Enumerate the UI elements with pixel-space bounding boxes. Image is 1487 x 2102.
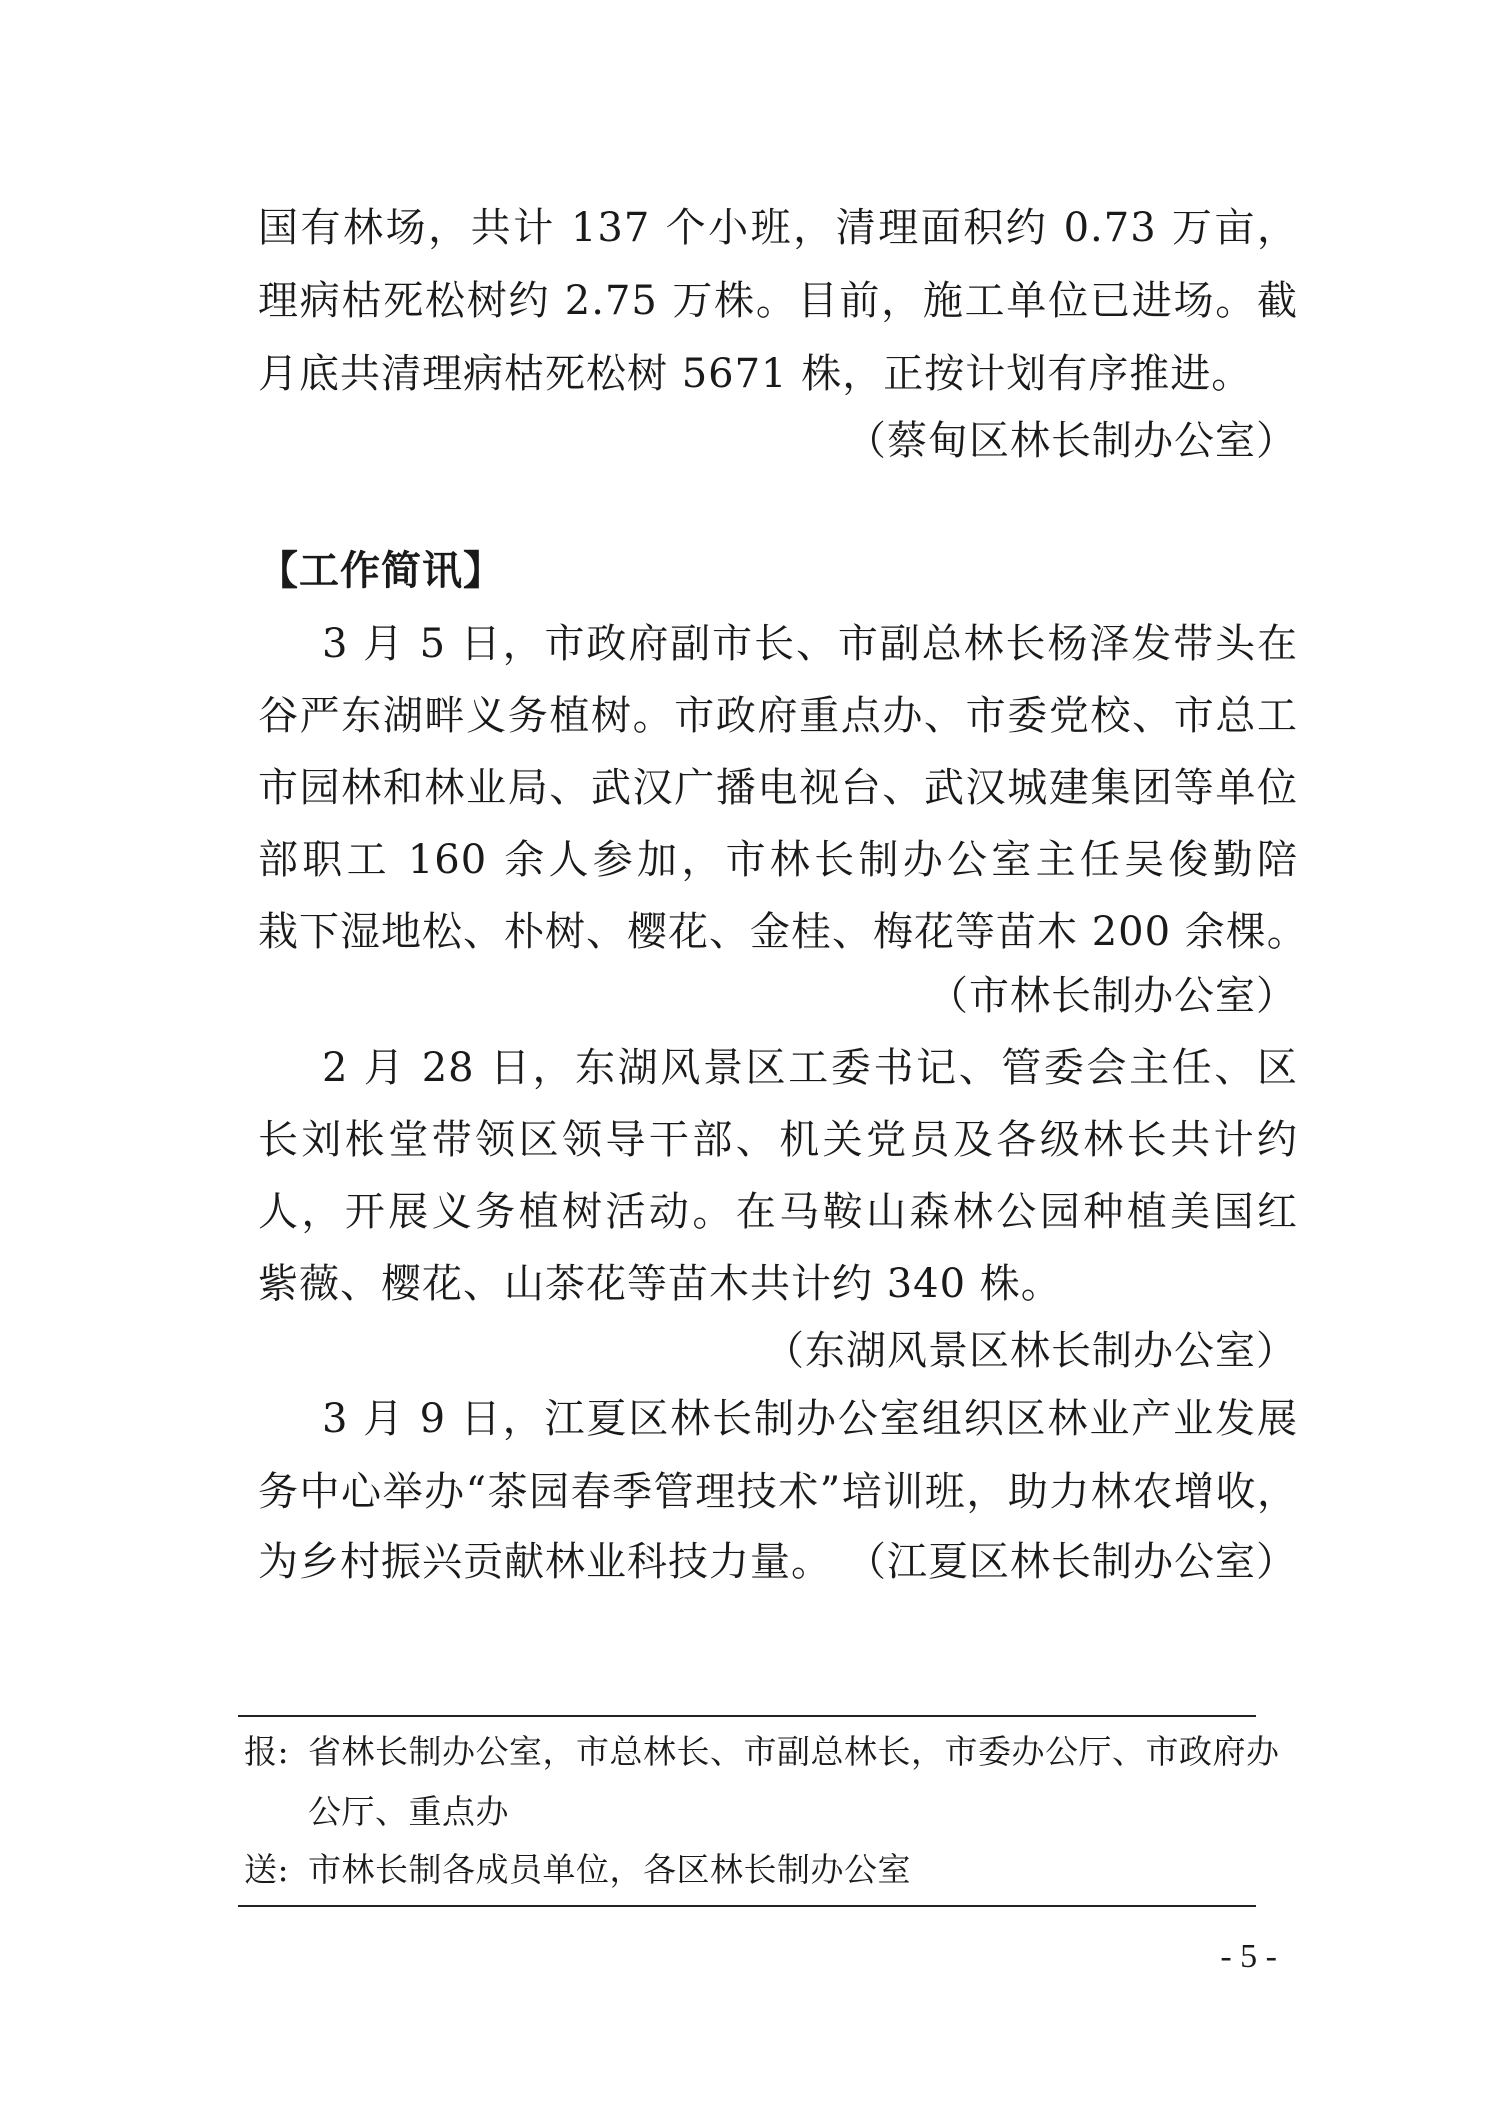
intro-source: （蔡甸区林长制办公室） bbox=[846, 418, 1297, 464]
intro-line-2: 理病枯死松树约 2.75 万株。目前，施工单位已进场。截 bbox=[258, 278, 1298, 324]
item1-line-1: 3 月 5 日，市政府副市长、市副总林长杨泽发带头在 bbox=[322, 621, 1298, 667]
report-label: 报: bbox=[244, 1732, 290, 1771]
item2-line-4: 紫薇、樱花、山茶花等苗木共计约 340 株。 bbox=[258, 1261, 1062, 1307]
page-number: - 5 - bbox=[1220, 1938, 1277, 1975]
item2-line-3: 人，开展义务植树活动。在马鞍山森林公园种植美国红 bbox=[258, 1189, 1298, 1235]
item2-line-1: 2 月 28 日，东湖风景区工委书记、管委会主任、区 bbox=[322, 1045, 1298, 1091]
intro-line-3: 月底共清理病枯死松树 5671 株，正按计划有序推进。 bbox=[258, 351, 1253, 397]
distribution-bottom-rule bbox=[238, 1905, 1256, 1907]
section-title: 【工作简讯】 bbox=[258, 547, 504, 594]
item3-line-1: 3 月 9 日，江夏区林长制办公室组织区林业产业发展 bbox=[322, 1396, 1298, 1442]
item3-line-2: 务中心举办“茶园春季管理技术”培训班，助力林农增收， bbox=[258, 1469, 1298, 1515]
item1-line-2: 谷严东湖畔义务植树。市政府重点办、市委党校、市总工 bbox=[258, 693, 1298, 739]
item1-line-5: 栽下湿地松、朴树、樱花、金桂、梅花等苗木 200 余棵。 bbox=[258, 909, 1308, 955]
intro-line-1: 国有林场，共计 137 个小班，清理面积约 0.73 万亩， bbox=[258, 205, 1298, 251]
item2-source: （东湖风景区林长制办公室） bbox=[764, 1328, 1297, 1374]
item1-line-4: 部职工 160 余人参加，市林长制办公室主任吴俊勤陪 bbox=[258, 837, 1298, 883]
report-line-1: 省林长制办公室，市总林长、市副总林长，市委办公厅、市政府办 bbox=[308, 1732, 1280, 1771]
item3-source: （江夏区林长制办公室） bbox=[846, 1539, 1297, 1585]
item3-line-3: 为乡村振兴贡献林业科技力量。 bbox=[258, 1539, 832, 1585]
send-label: 送: bbox=[244, 1850, 290, 1889]
distribution-top-rule bbox=[238, 1715, 1256, 1717]
report-line-2: 公厅、重点办 bbox=[308, 1792, 509, 1831]
item2-line-2: 长刘枨堂带领区领导干部、机关党员及各级林长共计约 bbox=[258, 1117, 1298, 1163]
item1-line-3: 市园林和林业局、武汉广播电视台、武汉城建集团等单位 bbox=[258, 765, 1298, 811]
send-line: 市林长制各成员单位，各区林长制办公室 bbox=[308, 1850, 911, 1889]
item1-source: （市林长制办公室） bbox=[928, 973, 1297, 1019]
